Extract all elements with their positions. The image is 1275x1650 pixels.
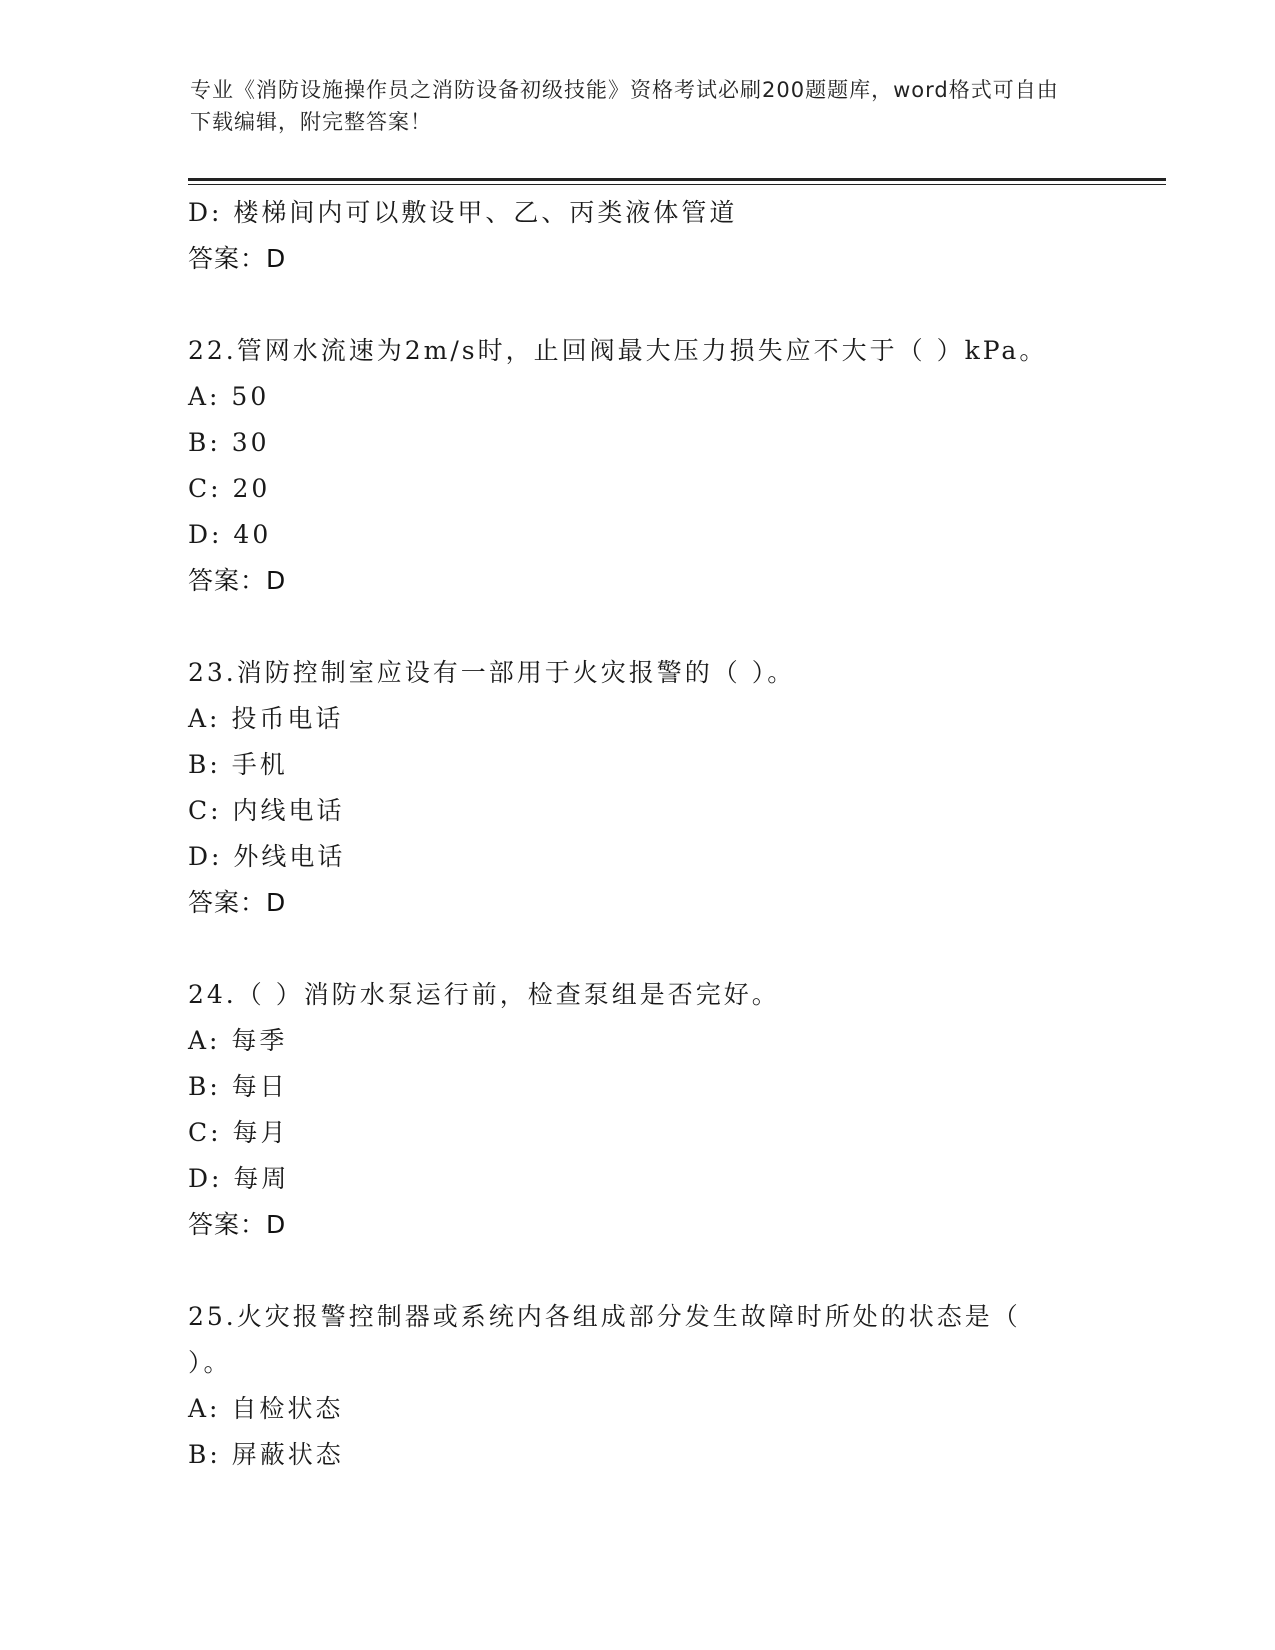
option-d: D: 外线电话	[188, 842, 346, 871]
answer-line: 答案：D	[188, 244, 287, 273]
option-b: B: 每日	[188, 1072, 288, 1101]
question-23	[188, 650, 1088, 926]
answer-line: 答案：D	[188, 888, 287, 917]
option-d: D: 40	[188, 520, 272, 549]
option-b: B: 手机	[188, 750, 288, 779]
document-header: 专业《消防设施操作员之消防设备初级技能》资格考试必刷200题题库，word格式可自由下载编辑，附完整答案！	[190, 78, 1059, 134]
option-d: D: 每周	[188, 1164, 290, 1193]
option-a: A: 50	[188, 382, 270, 411]
option-b: B: 30	[188, 428, 270, 457]
option-d: D: 楼梯间内可以敷设甲、乙、丙类液体管道	[188, 198, 738, 227]
option-b: B: 屏蔽状态	[188, 1440, 344, 1469]
answer-line: 答案：D	[188, 566, 287, 595]
answer-line: 答案：D	[188, 1210, 287, 1239]
question-stem-line-1: 25.火灾报警控制器或系统内各组成部分发生故障时所处的状态是（	[188, 1302, 1021, 1331]
option-a: A: 每季	[188, 1026, 288, 1055]
option-a: A: 投币电话	[188, 704, 344, 733]
question-list	[188, 190, 1088, 1478]
header-divider-thick	[188, 178, 1166, 181]
option-a: A: 自检状态	[188, 1394, 344, 1423]
header-divider-thin	[188, 184, 1166, 185]
question-stem: 22.管网水流速为2m/s时，止回阀最大压力损失应不大于（ ）kPa。	[188, 336, 1048, 365]
question-25	[188, 1294, 1088, 1478]
option-c: C: 20	[188, 474, 271, 503]
question-24	[188, 972, 1088, 1248]
question-stem: 24.（ ）消防水泵运行前，检查泵组是否完好。	[188, 980, 780, 1009]
question-stem: 23.消防控制室应设有一部用于火灾报警的（ ）。	[188, 658, 796, 687]
option-c: C: 每月	[188, 1118, 289, 1147]
previous-question-tail	[188, 190, 1088, 282]
question-22	[188, 328, 1088, 604]
question-stem-line-2: ）。	[188, 1348, 232, 1377]
option-c: C: 内线电话	[188, 796, 345, 825]
